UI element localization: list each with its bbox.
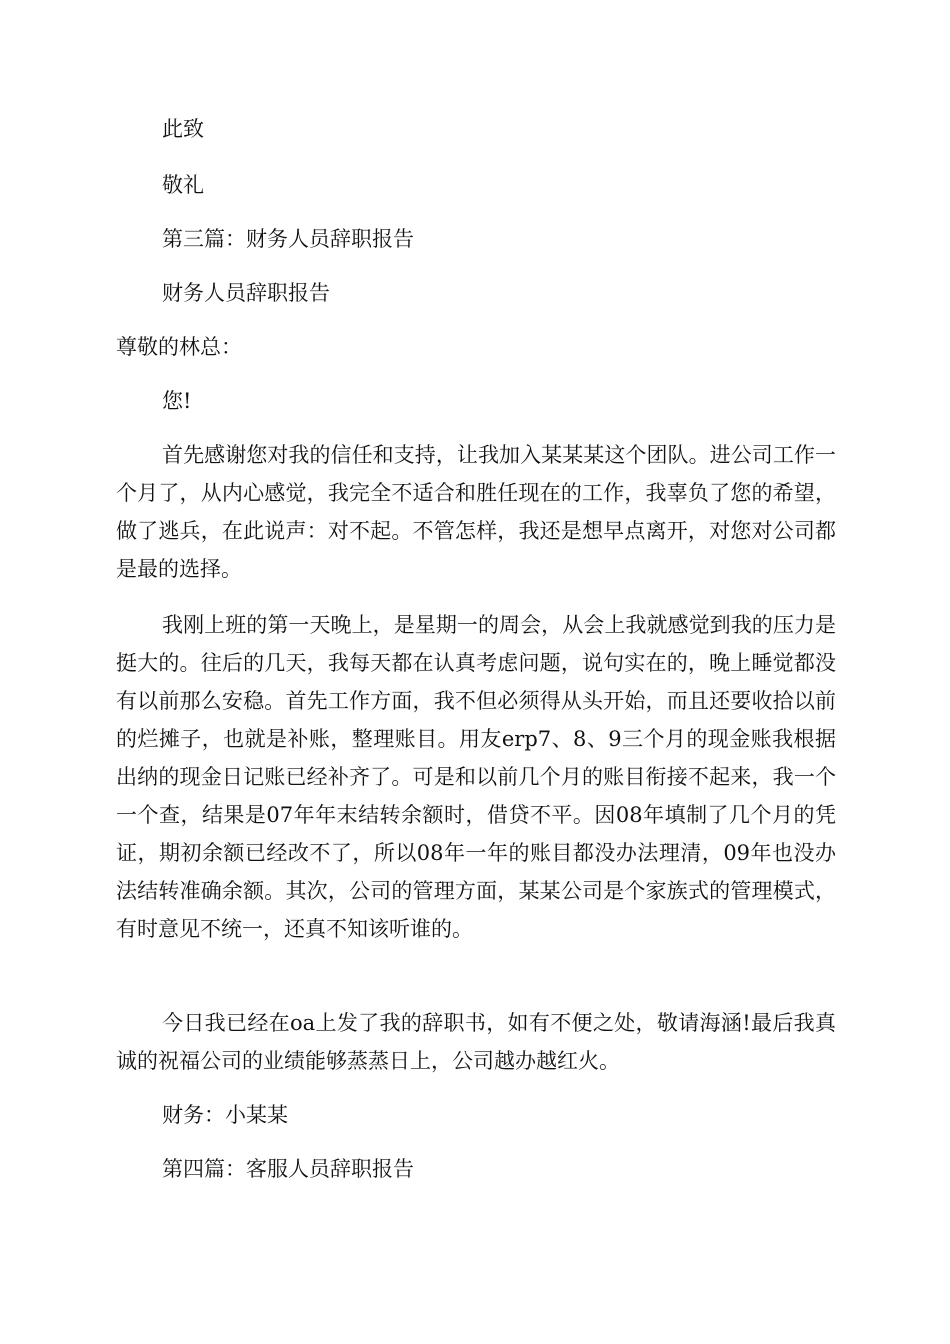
greeting: 您!: [162, 389, 192, 413]
section-3-heading: 第三篇：财务人员辞职报告: [162, 227, 414, 251]
closing-line-2: 敬礼: [162, 173, 204, 197]
body-paragraph-1: 首先感谢您对我的信任和支持，让我加入某某某这个团队。进公司工作一个月了，从内心感觉，我完全不适合和胜任现在的工作，我辜负了您的希望，做了逃兵，在此说声：对不起。不管怎样，我还是想早点离开，对您对公司都是最的选择。: [116, 443, 836, 581]
salutation: 尊敬的林总：: [116, 335, 242, 359]
body-paragraph-3: 今日我已经在oa上发了我的辞职书，如有不便之处，敬请海涵!最后我真诚的祝福公司的业绩能够蒸蒸日上，公司越办越红火。: [116, 1011, 836, 1073]
closing-line-1: 此致: [162, 117, 204, 141]
signature: 财务：小某某: [162, 1103, 288, 1127]
section-3-title: 财务人员辞职报告: [162, 281, 330, 305]
section-4-heading: 第四篇：客服人员辞职报告: [162, 1157, 414, 1181]
body-paragraph-2: 我刚上班的第一天晚上，是星期一的周会，从会上我就感觉到我的压力是挺大的。往后的几天，我每天都在认真考虑问题，说句实在的，晚上睡觉都没有以前那么安稳。首先工作方面，我不但必须得从头开始，而且还要收拾以前的烂摊子，也就是补账，整理账目。用友erp7、8、9三个月的现金账我根据出纳的现金日记账已经补齐了。可是和以前几个月的账目衔接不起来，我一个一个查，结果是07年年末结转余额时，借贷不平。因08年填制了几个月的凭证，期初余额已经改不了，所以08年一年的账目都没办法理清，09年也没办法结转准确余额。其次，公司的管理方面，某某公司是个家族式的管理模式，有时意见不统一，还真不知该听谁的。: [116, 613, 836, 941]
